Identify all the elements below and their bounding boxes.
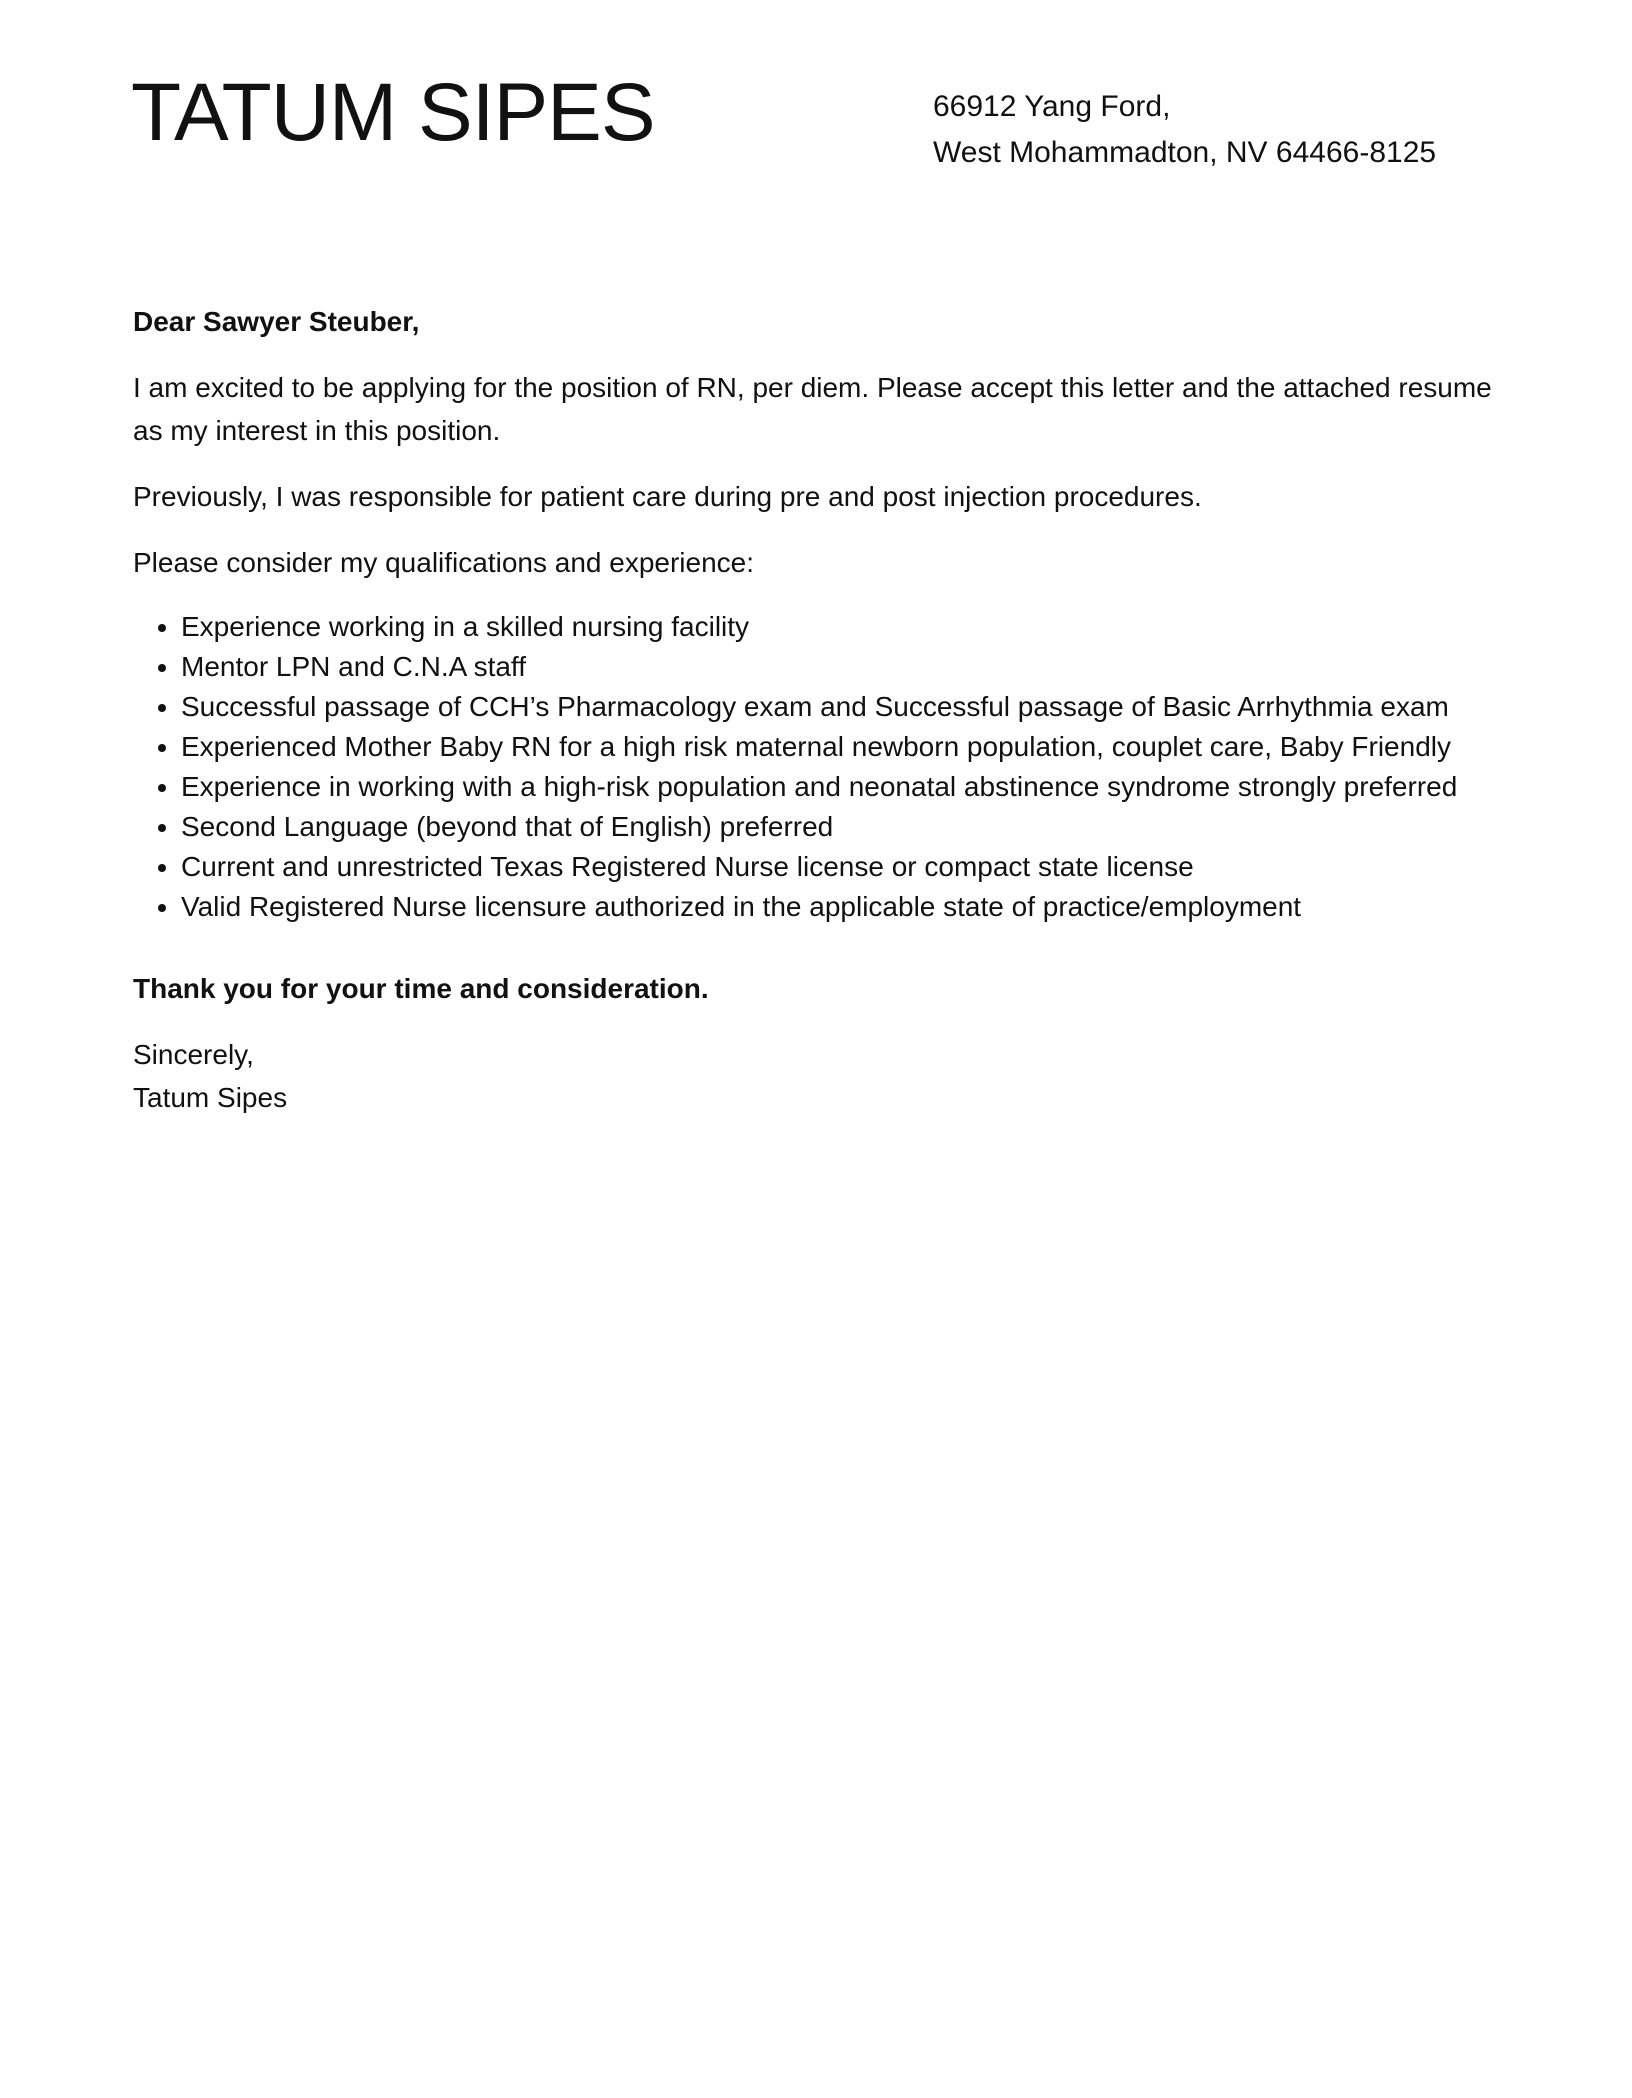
qualifications-intro: Please consider my qualifications and experience: xyxy=(133,547,755,578)
applicant-name: TATUM SIPES xyxy=(131,67,655,158)
list-item: • Experience in working with a high-risk population and neonatal abstinence syndrome strongly preferred xyxy=(181,767,1503,807)
address-line-2: West Mohammadton, NV 64466-8125 xyxy=(933,136,1437,169)
list-item: • Mentor LPN and C.N.A staff xyxy=(181,647,1503,687)
list-item: • Successful passage of CCH’s Pharmacology exam and Successful passage of Basic Arrhythmia exam xyxy=(181,687,1503,727)
list-item: • Valid Registered Nurse licensure authorized in the applicable state of practice/employment xyxy=(181,887,1503,927)
list-item: • Experienced Mother Baby RN for a high risk maternal newborn population, couplet care, Baby Friendly xyxy=(181,727,1503,767)
sign-off: Sincerely, xyxy=(133,1039,254,1070)
closing-thanks: Thank you for your time and consideration. xyxy=(133,973,709,1004)
address-block xyxy=(933,84,1436,176)
letter-body xyxy=(133,300,1503,1119)
list-item: • Experience working in a skilled nursing facility xyxy=(181,607,1503,647)
address-line-1: 66912 Yang Ford, xyxy=(933,90,1171,123)
signature-name: Tatum Sipes xyxy=(133,1082,288,1113)
qualifications-list xyxy=(133,607,1503,927)
salutation: Dear Sawyer Steuber, xyxy=(133,306,420,337)
list-item: • Current and unrestricted Texas Registered Nurse license or compact state license xyxy=(181,847,1503,887)
experience-paragraph: Previously, I was responsible for patient care during pre and post injection procedures. xyxy=(133,481,1202,512)
intro-paragraph: I am excited to be applying for the position of RN, per diem. Please accept this letter and the attached resume as my interest in this position. xyxy=(133,372,1492,446)
list-item: • Second Language (beyond that of English) preferred xyxy=(181,807,1503,847)
